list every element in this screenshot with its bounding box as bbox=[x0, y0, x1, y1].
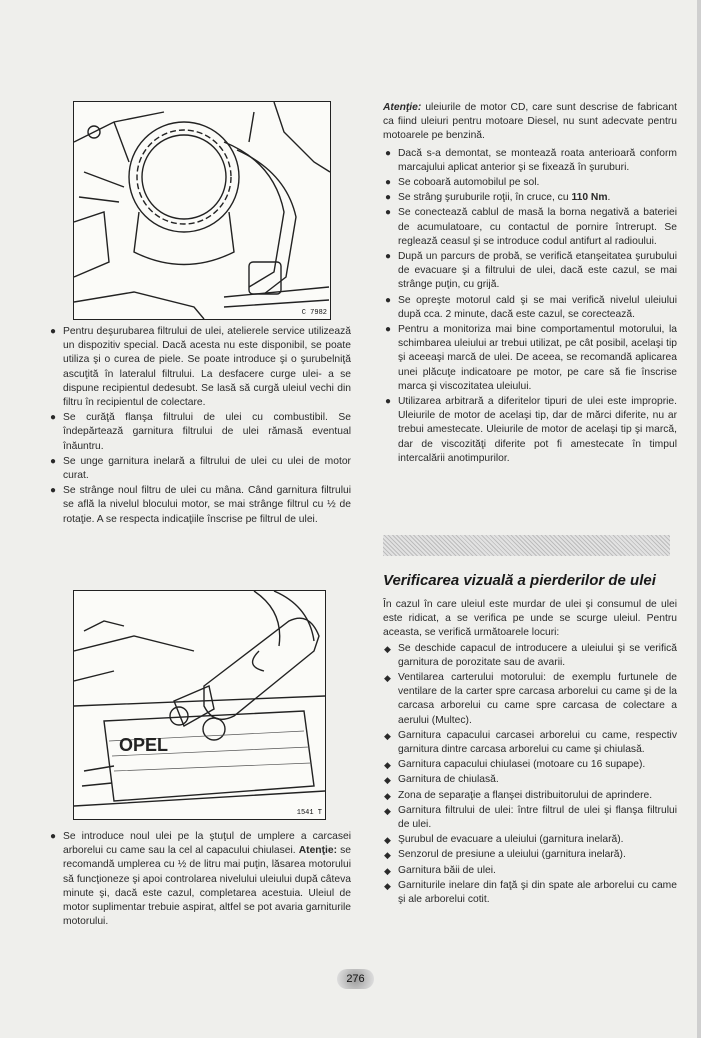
section-divider-band bbox=[383, 535, 670, 556]
list-item: ◆ Se deschide capacul de introducere a uleiului şi se verifică garnitura de porozitate sau de avarii. bbox=[384, 642, 677, 668]
bullet-icon: ● bbox=[385, 294, 392, 306]
bullet-icon: ● bbox=[50, 831, 57, 842]
list-item: ● Se strâng şuruburile roţii, în cruce, cu 110 Nm. bbox=[383, 191, 677, 205]
left-column bbox=[48, 325, 351, 528]
cd-oil-note: Atenţie: uleiurile de motor CD, care sunt descrise de fabricant ca fiind uleiuri pentru motoare Diesel, nu sunt adecvate pentru motoarele pe benzină. bbox=[383, 102, 677, 142]
list-item: ◆ Garnitura filtrului de ulei: între filtrul de ulei şi flanşa filtrului de ulei. bbox=[384, 804, 677, 831]
engine-cover-brand: OPEL bbox=[119, 735, 169, 755]
list-item: ● Se conectează cablul de masă la borna negativă a bateriei de acumulatoare, cu contactul de pornire întrerupt. Se reglează ceasul şi se introduce codul antifurt al radioului. bbox=[385, 207, 677, 247]
left-bottom-list bbox=[48, 830, 351, 929]
page-number: 276 bbox=[337, 969, 374, 989]
bullet-icon: ● bbox=[385, 177, 392, 189]
section-intro: În cazul în care uleiul este murdar de ulei şi consumul de ulei este ridicat, a se verifica pe unde se scurge uleiul. Pentru aceasta, se verifică următoarele locuri: bbox=[383, 599, 677, 639]
bullet-icon: ● bbox=[50, 485, 57, 497]
list-item: ● Pentru deşurubarea filtrului de ulei, atelierele service utilizează un dispozitiv special. Dacă acesta nu este disponibil, se poate utiliza şi o curea de piele. Se poate introduce şi o şurubelniţă ascuţită în lateralul filtrului. La desfacere curge ulei- a se dispune recipientul dedesubt. Se lasă să curgă uleiul vechi din filtru în recipientul de colectare. bbox=[50, 326, 351, 409]
note-label: Atenţie: bbox=[298, 845, 338, 857]
diamond-bullet-icon: ◆ bbox=[384, 730, 391, 741]
diamond-bullet-icon: ◆ bbox=[384, 865, 391, 876]
figure-code: C 7982 bbox=[301, 309, 327, 317]
bullet-icon: ● bbox=[385, 192, 392, 204]
figure-oil-filling bbox=[73, 590, 326, 820]
list-item: ◆ Zona de separaţie a flanşei distribuitorului de aprindere. bbox=[383, 789, 677, 803]
bullet-icon: ● bbox=[385, 207, 392, 219]
left-column-bottom bbox=[48, 830, 351, 930]
torque-value: 110 Nm bbox=[571, 192, 608, 204]
list-item: ● Se strânge noul filtru de ulei cu mâna. Când garnitura filtrului se află la nivelul blocului motor, se mai strânge filtrul cu ½ de rotaţie. A se respecta indicaţiile înscrise pe filtrul de ulei. bbox=[50, 485, 351, 525]
right-column bbox=[383, 101, 677, 467]
list-item: ◆ Garnitura capacului chiulasei (motoare cu 16 supape). bbox=[383, 758, 677, 772]
figure-code: 1541 T bbox=[296, 809, 322, 817]
oil-pouring-illustration bbox=[74, 591, 325, 819]
note-label: Atenţie: bbox=[383, 102, 422, 113]
list-item: ◆ Ventilarea carterului motorului: de exemplu furtunele de ventilare de la carter spre carcasa arborelui cu came şi de la carcasa arborelui cu came spre carcasa de colectare a aerului (Multec). bbox=[384, 672, 677, 726]
diamond-bullet-icon: ◆ bbox=[384, 643, 391, 654]
list-item: ● Se introduce noul ulei pe la ştuţul de umplere a carcasei arborelui cu came sau la cel al capacului chiulasei. Atenţie: se recomandă umplerea cu ½ de litru mai puţin, lăsarea motorului să funcţioneze şi apoi controlarea nivelului uleiului după câteva minute şi, dacă este cazul, completarea acestuia. Uleiul de motor suplimentar trebuie aspirat, altfel se pot avaria garniturile motorului. bbox=[50, 831, 351, 928]
figure-oil-filter-removal bbox=[73, 101, 331, 320]
diamond-bullet-icon: ◆ bbox=[384, 835, 391, 846]
bullet-icon: ● bbox=[50, 326, 57, 337]
diamond-bullet-icon: ◆ bbox=[384, 760, 391, 771]
check-list bbox=[383, 642, 677, 908]
left-bullet-list bbox=[48, 325, 351, 527]
list-item: ◆ Garnitura băii de ulei. bbox=[383, 864, 677, 878]
section-title: Verificarea vizuală a pierderilor de ulei bbox=[383, 572, 656, 589]
diamond-bullet-icon: ◆ bbox=[384, 775, 391, 786]
list-item: ◆ Şurubul de evacuare a uleiului (garnitura inelară). bbox=[383, 833, 677, 847]
list-item: ◆ Garnitura de chiulasă. bbox=[383, 773, 677, 787]
bullet-icon: ● bbox=[385, 147, 392, 159]
list-item: ◆ Garniturile inelare din faţă şi din spate ale arborelui cu came şi ale arborelui cotit. bbox=[384, 879, 677, 906]
page-edge bbox=[697, 0, 701, 1038]
bullet-icon: ● bbox=[50, 412, 57, 424]
list-item: ● Se curăţă flanşa filtrului de ulei cu combustibil. Se îndepărtează garnitura filtrului de ulei rămasă eventual înăuntru. bbox=[50, 412, 351, 452]
diamond-bullet-icon: ◆ bbox=[384, 790, 391, 801]
diamond-bullet-icon: ◆ bbox=[384, 673, 391, 684]
bullet-icon: ● bbox=[385, 324, 392, 336]
list-item: ● Se unge garnitura inelară a filtrului de ulei cu ulei de motor curat. bbox=[50, 455, 351, 482]
diamond-bullet-icon: ◆ bbox=[384, 850, 391, 861]
diamond-bullet-icon: ◆ bbox=[384, 880, 391, 891]
oil-filter-wrench-illustration bbox=[74, 102, 330, 319]
bullet-icon: ● bbox=[385, 396, 392, 408]
list-item: ● Se coboară automobilul pe sol. bbox=[383, 176, 677, 190]
list-item: ◆ Garnitura capacului carcasei arborelui cu came, respectiv garnitura dintre carcasa arborelui cu came şi chiulasă. bbox=[384, 729, 677, 756]
right-column-section bbox=[383, 598, 677, 908]
bullet-icon: ● bbox=[385, 251, 392, 263]
list-item: ● După un parcurs de probă, se verifică etanşeitatea şurubului de evacuare şi a filtrului de ulei, dacă este cazul, se mai strânge puţin, cu grijă. bbox=[385, 251, 677, 291]
list-item: ● Pentru a monitoriza mai bine comportamentul motorului, la schimbarea uleiului ar trebui utilizat, pe cât posibil, acelaşi tip şi aceeaşi marcă de ulei. De aceea, se recomandă aplicarea unei plăcuţe indicatoare pe motor, pe care să fie înscrise marca şi viscozitatea uleiului. bbox=[385, 324, 677, 392]
right-bullet-list bbox=[383, 147, 677, 466]
list-item: ● Utilizarea arbitrară a diferitelor tipuri de ulei este improprie. Uleiurile de motor de acelaşi tip, dar de mărci diferite, nu ar trebui amestecate. Uleiurile de motor de acelaşi tip şi marcă, dar de viscozităţi diferite pot fi amestecate în timpul intercalării anotimpurilor. bbox=[385, 396, 677, 464]
list-item: ◆ Senzorul de presiune a uleiului (garnitura inelară). bbox=[383, 848, 677, 862]
list-item: ● Dacă s-a demontat, se montează roata anterioară conform marcajului aplicat anterior şi se fixează în şuruburi. bbox=[385, 147, 677, 173]
diamond-bullet-icon: ◆ bbox=[384, 805, 391, 816]
bullet-icon: ● bbox=[50, 455, 57, 467]
list-item: ● Se opreşte motorul cald şi se mai verifică nivelul uleiului după cca. 2 minute, dacă este cazul, se corectează. bbox=[385, 294, 677, 320]
